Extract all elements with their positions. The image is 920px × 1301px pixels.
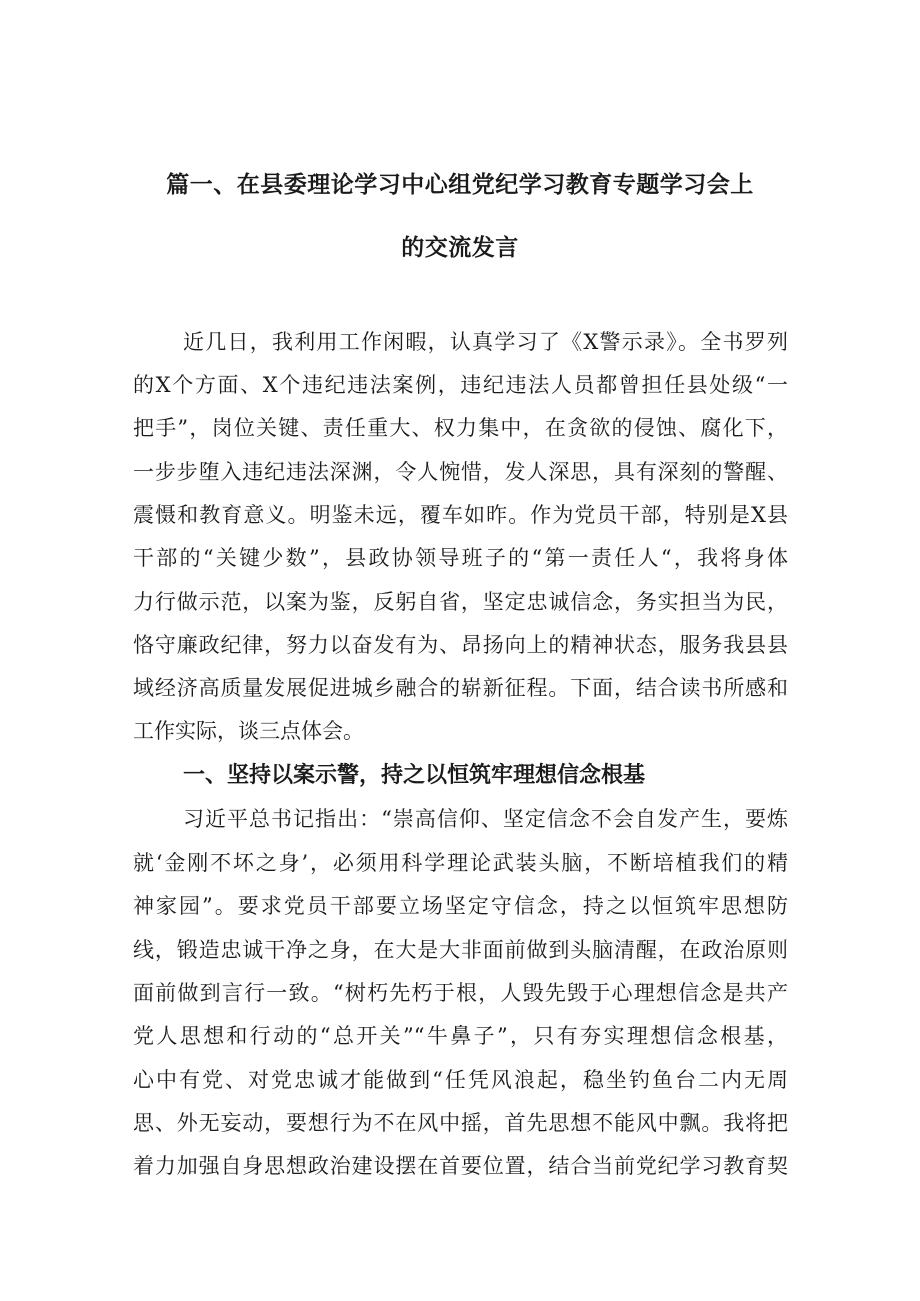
paragraph-line: 就‘金刚不坏之身’，必须用科学理论武装头脑，不断培植我们的精 <box>133 851 788 875</box>
document-title-line-2: 的交流发言 <box>401 235 519 261</box>
paragraph-line: 党人思想和行动的“总开关”“牛鼻子”，只有夯实理想信念根基， <box>133 1024 788 1048</box>
paragraph-line: 习近平总书记指出：“崇高信仰、坚定信念不会自发产生，要炼 <box>183 807 788 831</box>
paragraph-line: 域经济高质量发展促进城乡融合的崭新征程。下面，结合读书所感和 <box>133 676 788 700</box>
paragraph-line: 思、外无妄动，要想行为不在风中摇，首先思想不能风中飘。我将把 <box>133 1111 788 1135</box>
paragraph-line: 的X个方面、X个违纪违法案例，违纪违法人员都曾担任县处级“一 <box>133 373 788 397</box>
paragraph-line: 干部的“关键少数”，县政协领导班子的“第一责任人“，我将身体 <box>133 546 788 570</box>
paragraph-line: 力行做示范，以案为鉴，反躬自省，坚定忠诚信念，务实担当为民， <box>133 590 788 614</box>
paragraph-line: 一步步堕入违纪违法深渊，令人惋惜，发人深思，具有深刻的警醒、 <box>133 460 788 484</box>
paragraph-line: 神家园”。要求党员干部要立场坚定守信念，持之以恒筑牢思想防 <box>133 894 788 918</box>
paragraph-line: 恪守廉政纪律，努力以奋发有为、昂扬向上的精神状态，服务我县县 <box>133 633 788 657</box>
paragraph-line: 着力加强自身思想政治建设摆在首要位置，结合当前党纪学习教育契 <box>133 1154 788 1178</box>
paragraph-line: 面前做到言行一致。“树朽先朽于根，人毁先毁于心理想信念是共产 <box>133 981 788 1005</box>
paragraph-line: 心中有党、对党忠诚才能做到“任凭风浪起，稳坐钓鱼台二内无周 <box>133 1068 788 1092</box>
section-heading-1: 一、坚持以案示警，持之以恒筑牢理想信念根基 <box>183 763 646 788</box>
paragraph-line: 线，锻造忠诚干净之身，在大是大非面前做到头脑清醒，在政治原则 <box>133 938 788 962</box>
paragraph-line: 把手”，岗位关键、责任重大、权力集中，在贪欲的侵蚀、腐化下， <box>133 416 788 440</box>
paragraph-line: 近几日，我利用工作闲暇，认真学习了《X警示录》。全书罗列 <box>183 330 788 354</box>
document-title-line-1: 篇一、在县委理论学习中心组党纪学习教育专题学习会上 <box>166 172 754 198</box>
paragraph-line: 震慑和教育意义。明鉴未远，覆车如昨。作为党员干部，特别是X县 <box>133 503 788 527</box>
paragraph-line: 工作实际，谈三点体会。 <box>133 719 364 743</box>
